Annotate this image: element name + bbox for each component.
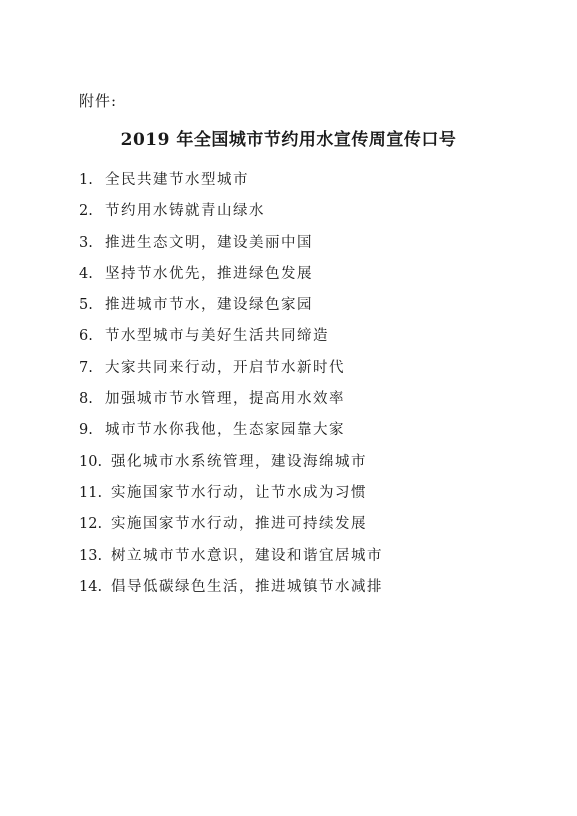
slogan-item (79, 201, 383, 232)
slogan-number: 12. (79, 516, 103, 533)
slogan-text: 推进生态文明，建设美丽中国 (105, 234, 313, 251)
slogan-number: 7. (79, 359, 93, 376)
slogan-item (79, 389, 383, 420)
slogan-item (79, 170, 383, 201)
slogan-item (79, 420, 383, 451)
slogan-item (79, 295, 383, 326)
slogan-text: 实施国家节水行动，推进可持续发展 (111, 516, 367, 533)
slogan-text: 推进城市节水，建设绿色家园 (105, 297, 313, 314)
slogan-text: 城市节水你我他，生态家园靠大家 (105, 422, 345, 439)
slogan-number: 6. (79, 328, 93, 345)
slogan-text: 全民共建节水型城市 (105, 172, 249, 188)
slogan-text: 倡导低碳绿色生活，推进城镇节水减排 (111, 578, 383, 595)
slogan-text: 大家共同来行动，开启节水新时代 (105, 359, 345, 376)
slogan-item (79, 264, 383, 295)
slogan-item (79, 514, 383, 545)
slogan-number: 11. (79, 484, 103, 501)
slogan-number: 10. (79, 453, 103, 470)
slogan-text: 节约用水铸就青山绿水 (105, 203, 265, 220)
slogan-item (79, 577, 383, 608)
slogan-text: 强化城市水系统管理，建设海绵城市 (111, 453, 367, 470)
slogan-number: 14. (79, 578, 103, 595)
slogan-number: 8. (79, 391, 93, 408)
slogan-number: 1. (79, 172, 93, 188)
slogan-number: 4. (79, 265, 93, 282)
slogan-text: 树立城市节水意识，建设和谐宜居城市 (111, 547, 383, 564)
slogan-text: 实施国家节水行动，让节水成为习惯 (111, 484, 367, 501)
slogan-number: 2. (79, 203, 93, 220)
slogan-item (79, 233, 383, 264)
slogan-number: 9. (79, 422, 93, 439)
slogan-number: 5. (79, 297, 93, 314)
slogan-text: 坚持节水优先，推进绿色发展 (105, 265, 313, 282)
document-title: 2019 年全国城市节约用水宣传周宣传口号 (120, 130, 457, 150)
slogan-text: 节水型城市与美好生活共同缔造 (105, 328, 329, 345)
slogan-list (79, 170, 383, 608)
slogan-number: 3. (79, 234, 93, 251)
slogan-item (79, 483, 383, 514)
attachment-label: 附件: (79, 92, 118, 110)
slogan-number: 13. (79, 547, 103, 564)
slogan-item (79, 326, 383, 357)
slogan-item (79, 358, 383, 389)
slogan-item (79, 546, 383, 577)
slogan-text: 加强城市节水管理，提高用水效率 (105, 391, 345, 408)
slogan-item (79, 452, 383, 483)
